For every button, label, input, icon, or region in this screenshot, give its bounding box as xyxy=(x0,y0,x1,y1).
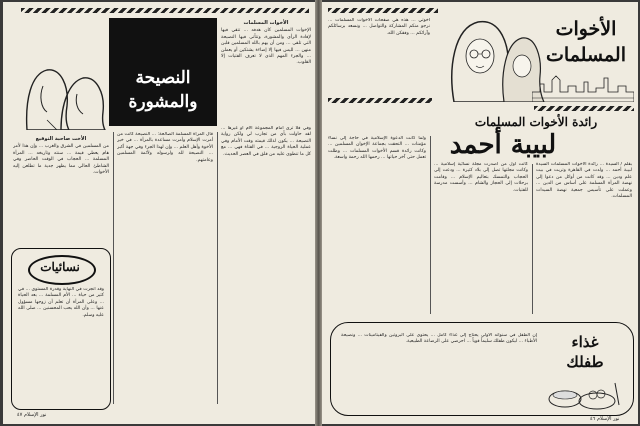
column-divider xyxy=(113,132,114,404)
nisaiyat-text: وقد أنجزت في النهاية وقدرة المستوى ... في كثير من حياة ... الأم المسلمة ... بعد الحياة ... وعلى المرأة أن تعلم أن زوجها مسؤول عنها ... وأن الله يحب المحسنين ... صلى الله عليه وسلم. xyxy=(18,287,104,318)
title-block xyxy=(109,18,217,126)
column-3 xyxy=(117,132,213,408)
article-column-1-text: بقلم / السيدة ... رائدة الأخوات المسلمات السيدة لبيبة أحمد ... ولدت في القاهرة وتربت في بيت علم ودين ... وقد كانت من أوائل من دعوا إلى نهضة المرأة المسلمة على أساس من الدين ... وعملت على تأسيس جمعية نهضة السيدات المسلمات. xyxy=(536,162,632,200)
series-title-line-2: المسلمات xyxy=(546,44,626,66)
city-skyline-drawing xyxy=(532,74,634,102)
series-title-line-1: الأخوات xyxy=(555,18,617,40)
book-spine xyxy=(315,0,322,426)
nisaiyat-title: نسائيات xyxy=(40,260,80,274)
feature-title: رائدة الأخوات المسلمات xyxy=(474,115,598,129)
article-column-1 xyxy=(536,162,632,318)
sidebar-text: أخوتي ... هذه هي صفحات الأخوات المسلمات ... نرجو منكم المشاركة والتواصل ... ونسعد برسائلكم وآرائكم ... وفقكن الله. xyxy=(328,18,430,36)
food-bowls-drawing xyxy=(545,375,625,411)
column-4-text: من المسلمين في الشرق والغرب ... وإن هذا لأمر هام يعطي قيمة ... سنته وتاريخه ... المرأة المسلمة ... الحجاب في الوقت الحاضر وفي الشاطئ الحالي مما يظهر جدية ما تطلعن إليه الأخوات. xyxy=(13,144,109,176)
column-1-text: الإخوات المسلمين كان هدفه ... تتقي فيها لإفادة الرأي والمشورة، وتتأتى فيها النصيحة التي تلقى ... ومن أن يهم بالله المسلمين قلبن منهن ... لليس فيها إلا إضاءة يشتكين أو يعملن ... والجزء المهم الذي لا تعرف الفتيات إلا القلوب. xyxy=(221,28,311,66)
column-divider xyxy=(532,164,533,314)
page-folio: نور الإسلام ٤٧ xyxy=(17,412,47,418)
divider-chevron-rule xyxy=(328,98,432,103)
column-2 xyxy=(221,126,311,410)
column-divider xyxy=(217,132,218,404)
women-illustration xyxy=(17,60,109,130)
page-title-line-1: النصيحة xyxy=(135,68,191,88)
divider-chevron-rule xyxy=(534,106,634,111)
nisaiyat-box xyxy=(11,248,111,410)
column-2-text: وفي فلا ترى أمام المجموعة الأم أو غيرها ... لقد حاولت بأي من تجارب لي ولكن رواية النصيحة ... يكون لذلك قيمته وقت الأمام وفي عملية الحياة الزوجية ... في الفتاة فهي ... مع كل ما تنطوي عليه من قلق في العصر الحديث. xyxy=(221,126,311,157)
column-4 xyxy=(13,134,109,244)
child-nutrition-box xyxy=(330,322,634,416)
column-1 xyxy=(221,18,311,126)
article-column-2 xyxy=(434,162,528,318)
page-folio: نور الإسلام ٤٦ xyxy=(590,416,620,422)
ad-title-line-2: طفلك xyxy=(566,353,604,371)
left-page xyxy=(3,2,315,424)
article-column-3-text: ولما كانت الدعوة الإسلامية في حاجة إلى نساء مؤمنات ... التحقت بجماعة الإخوان المسلمين ... وكانت رائدة قسم الأخوات المسلمات ... وظلت تعمل حتى آخر حياتها ... رحمها الله رحمة واسعة. xyxy=(328,136,426,161)
feature-name: لبيبة أحمد xyxy=(449,130,557,160)
ad-title-line-1: غذاء xyxy=(571,333,599,351)
article-column-2-text: كانت أول من أصدرت مجلة نسائية إسلامية ... وكانت مجلتها تصل إلى بلاد كثيرة ... ودعت إلى الحجاب والتمسك بتعاليم الإسلام ... وقامت برحلات إلى الحجاز والشام ... وأسست مدرسة للفتيات. xyxy=(434,162,528,193)
top-chevron-rule xyxy=(21,8,309,13)
column-divider xyxy=(430,136,431,314)
right-page xyxy=(322,2,638,424)
article-column-3 xyxy=(328,136,426,318)
intro-heading: الأخوات المسلمات xyxy=(243,20,289,26)
top-chevron-rule xyxy=(328,8,438,13)
page-title-line-2: والمشورة xyxy=(128,92,198,112)
sidebar-column xyxy=(328,18,430,132)
ad-text: إن الطفل في سنواته الأولى يحتاج إلى غذاء كامل ... يحتوي على البروتين والفيتامينات ... ونصيحة الأطباء ... ليكون طفلك سليماً قوياً ... احرصي على الرضاعة الطبيعية. xyxy=(341,333,537,345)
subheading: الأخت صاحبة التوقيع xyxy=(35,136,87,142)
column-3-text: قال المرأة المسلمة الصالحة: ... النصيحة كانت من أمرت الإسلام وأمرت مساعدة بالمرأة ... في خير الأخوة وأهل العلم ... وإن لهذا الجزء وفي جهة أكبر ... النصيحة لله ولرسوله ولأئمة المسلمين وعامتهم. xyxy=(117,132,213,163)
